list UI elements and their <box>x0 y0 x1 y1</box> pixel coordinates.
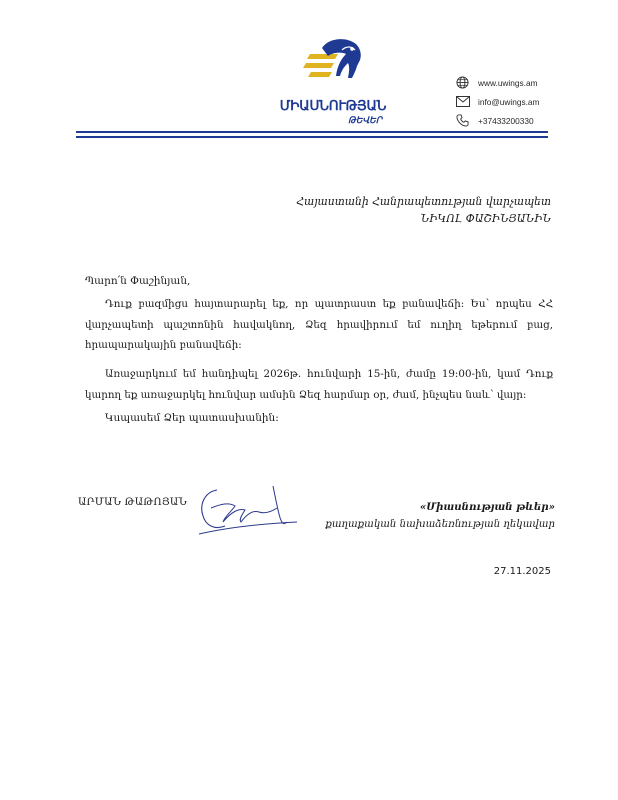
addressee-name: ՆԻԿՈԼ ՓԱՇԻՆՅԱՆԻՆ <box>420 212 551 225</box>
logo <box>278 36 388 128</box>
closing-line: Կսպասեմ Ձեր պատասխանին: <box>105 412 279 424</box>
body-paragraph: Առաջարկում եմ հանդիպել 2026թ. հունվարի 15-ին, ժամը 19:00-ին, կամ Դուք կարող եք առաջարկել հունվար ամսին Ձեզ հարմար օր, ժամ, ինչպես նաև՝ վայր: <box>85 368 553 401</box>
letter-date: 27.11.2025 <box>493 566 551 577</box>
header-divider <box>76 131 548 133</box>
addressee <box>296 193 551 227</box>
winged-horse-logo-icon <box>302 36 364 96</box>
contact-email[interactable] <box>456 93 539 110</box>
mail-icon <box>456 95 472 109</box>
phone-text: +37433200330 <box>478 115 534 126</box>
handwritten-signature <box>195 482 300 546</box>
globe-icon <box>456 76 472 90</box>
signer-role: քաղաքական նախաձեռնության ղեկավար <box>325 519 555 530</box>
header-divider <box>76 136 548 138</box>
contact-phone[interactable] <box>456 112 539 129</box>
phone-icon <box>456 114 472 128</box>
org-sub: ԹԵՎԵՐ <box>348 115 382 125</box>
signer-org: «Միասնության թևեր» <box>419 501 555 513</box>
signer-name: ԱՐՄԱՆ ԹԱԹՈՅԱՆ <box>78 496 187 508</box>
greeting: Պարո՛ն Փաշինյան, <box>85 275 191 287</box>
website-text: www.uwings.am <box>478 77 538 88</box>
org-name: ՄԻԱՍՆՈՒԹՅԱՆ <box>279 98 387 113</box>
signer-position <box>325 498 555 534</box>
contact-list <box>456 74 539 131</box>
addressee-title: Հայաստանի Հանրապետության վարչապետ <box>296 195 551 208</box>
email-text: info@uwings.am <box>478 96 540 107</box>
body-paragraph: Դուք բազմիցս հայտարարել եք, որ պատրաստ եք բանավեճի: Ես՝ որպես ՀՀ վարչապետի պաշտոնին հավակնող, Ձեզ հրավիրում եմ ուղիղ եթերում բաց, հրապարակային բանավեճի: <box>85 298 553 351</box>
contact-website[interactable] <box>456 74 539 91</box>
